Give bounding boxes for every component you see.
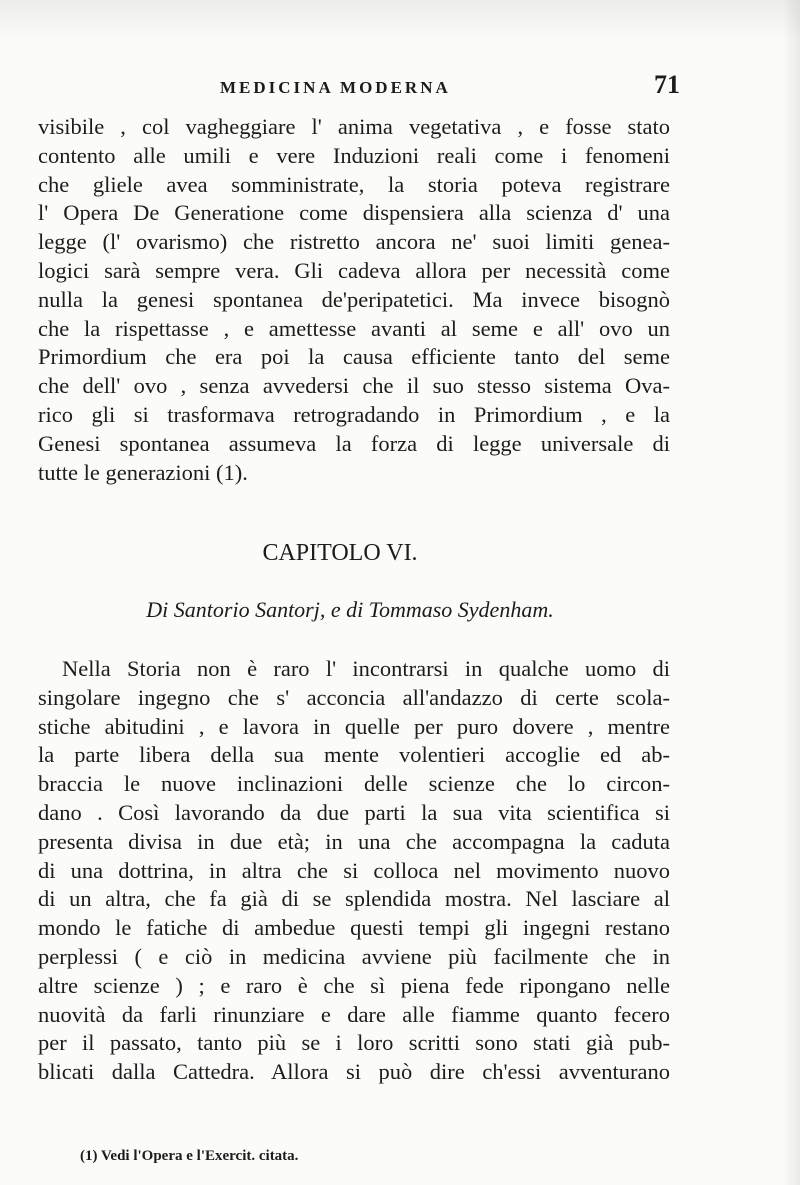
text-line: che gliele avea somministrate, la storia poteva registrare [38, 171, 670, 197]
text-line: logici sarà sempre vera. Gli cadeva allora per necessità come [38, 257, 670, 283]
page-header [40, 70, 680, 106]
text-line: contento alle umili e vere Induzioni reali come i fenomeni [38, 142, 670, 168]
text-line: legge (l' ovarismo) che ristretto ancora ne' suoi limiti genea- [38, 229, 670, 255]
text-line: visibile , col vagheggiare l' anima vegetativa , e fosse stato [38, 114, 670, 139]
text-line: che dell' ovo , senza avvedersi che il suo stesso sistema Ova- [38, 373, 670, 399]
chapter-heading: CAPITOLO VI. [262, 540, 418, 566]
text-line: di una dottrina, in altra che si colloca nel movimento nuovo [38, 857, 670, 883]
text-line: singolare ingegno che s' acconcia all'andazzo di certe scola- [38, 684, 670, 710]
text-line: tutte le generazioni (1). [38, 459, 248, 485]
text-line: stiche abitudini , e lavora in quelle per puro dovere , mentre [38, 713, 670, 739]
text-line: mondo le fatiche di ambedue questi tempi gli ingegni restano [38, 915, 670, 941]
footnote: (1) Vedi l'Opera e l'Exercit. citata. [80, 1148, 299, 1164]
chapter-subtitle: Di Santorio Santorj, e di Tommaso Sydenham. [146, 597, 554, 622]
text-line: per il passato, tanto più se i loro scritti sono stati già pub- [38, 1030, 670, 1056]
text-line: braccia le nuove inclinazioni delle scienze che lo circon- [38, 771, 670, 797]
text-line: nuovità da farli rinunziare e dare alle fiamme quanto fecero [38, 1001, 670, 1027]
text-line: rico gli si trasformava retrogradando in Primordium , e la [38, 401, 670, 427]
text-line: nulla la genesi spontanea de'peripatetici. Ma invece bisognò [38, 286, 670, 312]
paragraph-continued [38, 113, 670, 487]
text-line: blicati dalla Cattedra. Allora si può dire ch'essi avventurano [38, 1059, 670, 1085]
scan-shadow-top [0, 0, 800, 40]
text-line: di un altra, che fa già di se splendida mostra. Nel lasciare al [38, 886, 670, 912]
text-line: Primordium che era poi la causa efficiente tanto del seme [38, 344, 670, 370]
text-line: altre scienze ) ; e raro è che sì piena fede ripongano nelle [38, 972, 670, 998]
text-line: presenta divisa in due età; in una che accompagna la caduta [38, 828, 670, 854]
text-line: che la rispettasse , e amettesse avanti al seme e all' ovo un [38, 315, 670, 341]
text-line: l' Opera De Generatione come dispensiera alla scienza d' una [38, 200, 670, 226]
scan-shadow-right [782, 0, 800, 1185]
text-line: perplessi ( e ciò in medicina avviene più facilmente che in [38, 943, 670, 969]
text-line: la parte libera della sua mente volentieri accoglie ed ab- [38, 742, 670, 768]
chapter-paragraph [38, 655, 670, 1087]
text-line: dano . Così lavorando da due parti la sua vita scientifica si [38, 799, 670, 825]
page-number: 71 [654, 70, 680, 99]
running-title: MEDICINA MODERNA [220, 78, 451, 97]
text-line: Nella Storia non è raro l' incontrarsi in qualche uomo di [62, 656, 670, 681]
text-line: Genesi spontanea assumeva la forza di legge universale di [38, 430, 670, 456]
